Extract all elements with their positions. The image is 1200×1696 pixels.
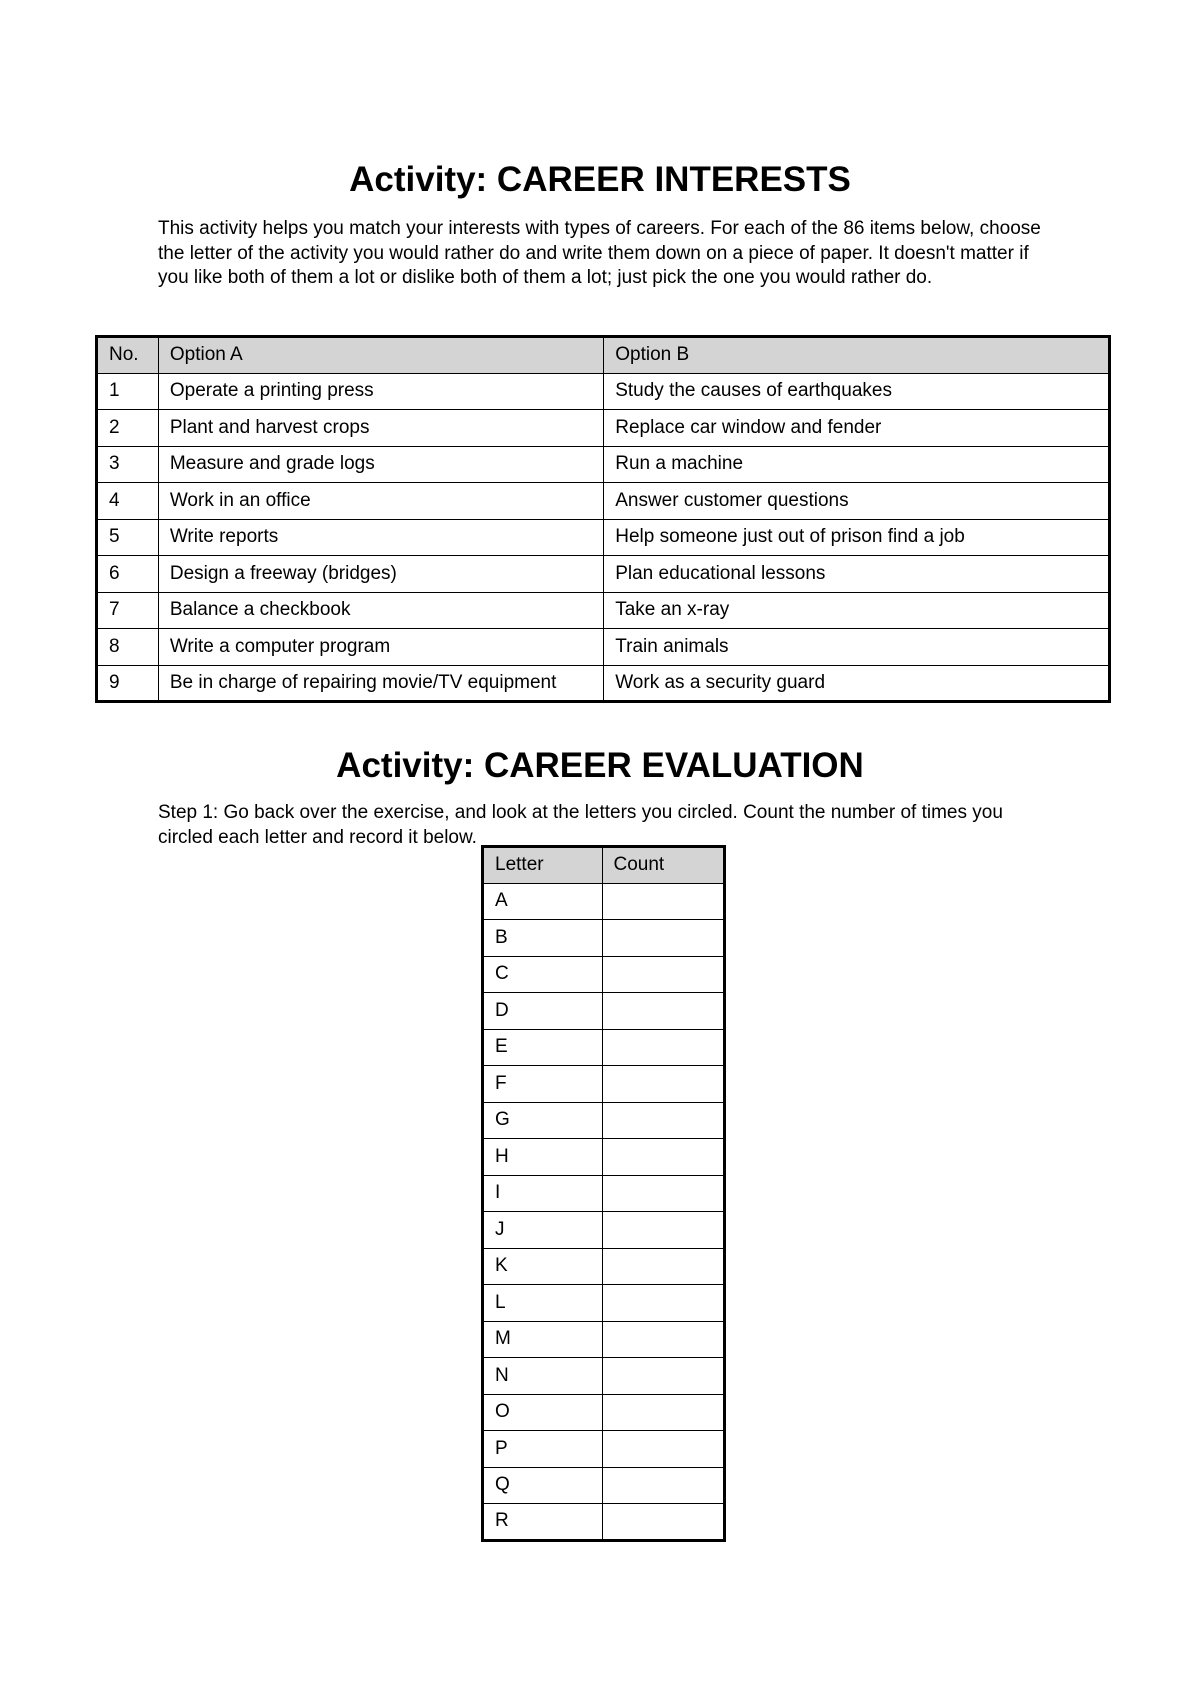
- option-a-cell: Write reports: [158, 519, 603, 556]
- count-cell[interactable]: [602, 1321, 725, 1358]
- count-cell[interactable]: [602, 1504, 725, 1541]
- letter-cell: H: [483, 1139, 603, 1176]
- table-row: [483, 1029, 725, 1066]
- letter-cell: N: [483, 1358, 603, 1395]
- count-cell[interactable]: [602, 1467, 725, 1504]
- count-cell[interactable]: [602, 1066, 725, 1103]
- count-cell[interactable]: [602, 1394, 725, 1431]
- option-b-cell: Take an x-ray: [604, 592, 1110, 629]
- table-row: [97, 556, 1110, 593]
- table-row: [483, 956, 725, 993]
- table-row: [483, 1358, 725, 1395]
- count-cell[interactable]: [602, 883, 725, 920]
- option-b-cell: Replace car window and fender: [604, 410, 1110, 447]
- row-number: 8: [97, 629, 159, 666]
- table-row: [483, 920, 725, 957]
- letter-cell: I: [483, 1175, 603, 1212]
- count-cell[interactable]: [602, 1102, 725, 1139]
- count-cell[interactable]: [602, 993, 725, 1030]
- table-row: [483, 1248, 725, 1285]
- option-a-cell: Work in an office: [158, 483, 603, 520]
- letter-cell: L: [483, 1285, 603, 1322]
- table-row: [483, 1175, 725, 1212]
- table-row: [483, 1431, 725, 1468]
- count-cell[interactable]: [602, 1358, 725, 1395]
- count-cell[interactable]: [602, 1431, 725, 1468]
- count-cell[interactable]: [602, 1248, 725, 1285]
- count-cell[interactable]: [602, 1139, 725, 1176]
- option-a-cell: Be in charge of repairing movie/TV equipment: [158, 665, 603, 702]
- table-row: [483, 993, 725, 1030]
- count-cell[interactable]: [602, 1029, 725, 1066]
- letter-count-table: [481, 845, 726, 1542]
- letter-cell: D: [483, 993, 603, 1030]
- option-a-cell: Operate a printing press: [158, 373, 603, 410]
- option-b-cell: Answer customer questions: [604, 483, 1110, 520]
- count-cell[interactable]: [602, 1212, 725, 1249]
- header-letter: Letter: [483, 847, 603, 884]
- letter-cell: B: [483, 920, 603, 957]
- letter-cell: F: [483, 1066, 603, 1103]
- table-row: [97, 629, 1110, 666]
- letter-cell: K: [483, 1248, 603, 1285]
- option-a-cell: Design a freeway (bridges): [158, 556, 603, 593]
- letter-cell: O: [483, 1394, 603, 1431]
- table-row: [483, 1467, 725, 1504]
- letter-cell: P: [483, 1431, 603, 1468]
- table-row: [483, 1139, 725, 1176]
- row-number: 4: [97, 483, 159, 520]
- count-cell[interactable]: [602, 920, 725, 957]
- header-number: No.: [97, 337, 159, 374]
- letter-cell: Q: [483, 1467, 603, 1504]
- table-header-row: [483, 847, 725, 884]
- option-a-cell: Measure and grade logs: [158, 446, 603, 483]
- table-row: [97, 483, 1110, 520]
- table-row: [483, 883, 725, 920]
- option-b-cell: Train animals: [604, 629, 1110, 666]
- table-header-row: [97, 337, 1110, 374]
- count-cell[interactable]: [602, 956, 725, 993]
- option-b-cell: Work as a security guard: [604, 665, 1110, 702]
- row-number: 7: [97, 592, 159, 629]
- row-number: 1: [97, 373, 159, 410]
- option-b-cell: Run a machine: [604, 446, 1110, 483]
- career-interests-title: Activity: CAREER INTERESTS: [349, 160, 851, 199]
- row-number: 2: [97, 410, 159, 447]
- career-evaluation-step: Step 1: Go back over the exercise, and look at the letters you circled. Count the number of times you circled each letter and record it below.: [158, 802, 1003, 848]
- career-interests-intro: This activity helps you match your interests with types of careers. For each of the 86 items below, choose the letter of the activity you would rather do and write them down on a piece of paper. It doesn't matter if you like both of them a lot or dislike both of them a lot; just pick the one you would rather do.: [158, 218, 1041, 288]
- table-row: [97, 592, 1110, 629]
- table-row: [483, 1066, 725, 1103]
- table-row: [97, 410, 1110, 447]
- header-option-b: Option B: [604, 337, 1110, 374]
- table-row: [97, 519, 1110, 556]
- letter-cell: M: [483, 1321, 603, 1358]
- row-number: 3: [97, 446, 159, 483]
- header-option-a: Option A: [158, 337, 603, 374]
- row-number: 5: [97, 519, 159, 556]
- row-number: 9: [97, 665, 159, 702]
- letter-cell: A: [483, 883, 603, 920]
- letter-cell: C: [483, 956, 603, 993]
- option-b-cell: Study the causes of earthquakes: [604, 373, 1110, 410]
- letter-cell: G: [483, 1102, 603, 1139]
- option-a-cell: Balance a checkbook: [158, 592, 603, 629]
- row-number: 6: [97, 556, 159, 593]
- table-row: [483, 1102, 725, 1139]
- letter-cell: R: [483, 1504, 603, 1541]
- table-row: [483, 1212, 725, 1249]
- option-a-cell: Write a computer program: [158, 629, 603, 666]
- table-row: [483, 1504, 725, 1541]
- table-row: [483, 1394, 725, 1431]
- letter-cell: E: [483, 1029, 603, 1066]
- table-row: [483, 1285, 725, 1322]
- option-b-cell: Help someone just out of prison find a job: [604, 519, 1110, 556]
- option-b-cell: Plan educational lessons: [604, 556, 1110, 593]
- option-a-cell: Plant and harvest crops: [158, 410, 603, 447]
- table-row: [97, 446, 1110, 483]
- table-row: [97, 665, 1110, 702]
- career-interests-table: [95, 335, 1111, 703]
- count-cell[interactable]: [602, 1285, 725, 1322]
- letter-cell: J: [483, 1212, 603, 1249]
- career-evaluation-title: Activity: CAREER EVALUATION: [336, 746, 864, 785]
- table-row: [97, 373, 1110, 410]
- header-count: Count: [602, 847, 725, 884]
- count-cell[interactable]: [602, 1175, 725, 1212]
- table-row: [483, 1321, 725, 1358]
